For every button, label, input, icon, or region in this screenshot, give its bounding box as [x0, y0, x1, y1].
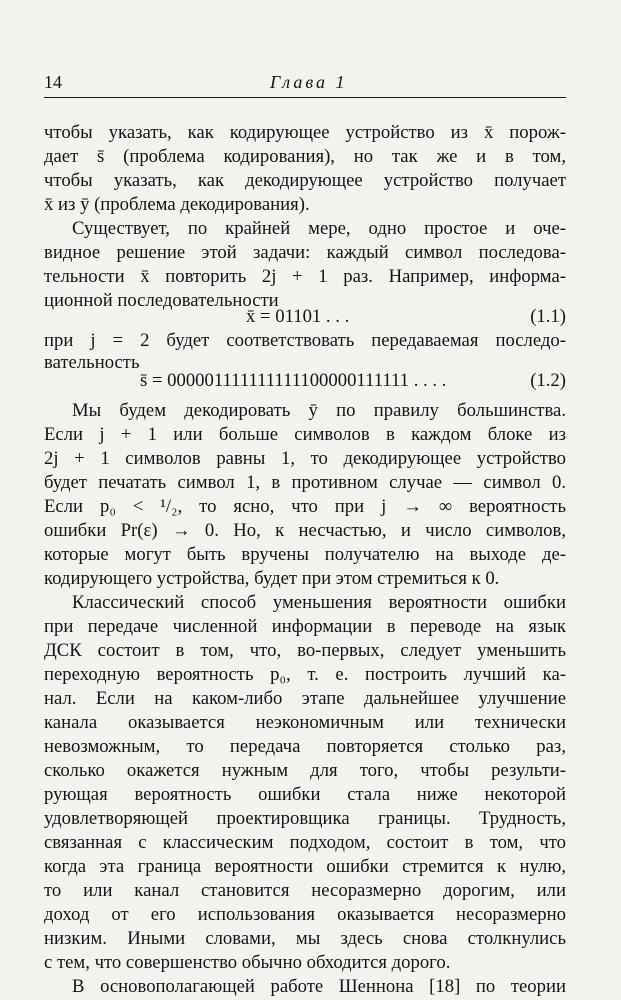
equation-1-1: x̄ = 01101 . . .	[246, 306, 350, 327]
text-line: дает s̄ (проблема кодирования), но так же и в том,	[44, 146, 566, 167]
text-line: чтобы указать, как декодирующее устройство получает	[44, 170, 566, 191]
text-line: невозможным, то передача повторяется столько раз,	[44, 736, 566, 757]
text-line: сколько окажется нужным для того, чтобы результи-	[44, 760, 566, 781]
text-line: с тем, что совершенство обычно обходится дорого.	[44, 952, 451, 973]
text-line: видное решение этой задачи: каждый символ последова-	[44, 242, 566, 263]
text-line: ошибки Pr(ε) → 0. Но, к несчастью, и число символов,	[44, 520, 566, 541]
page-header	[44, 72, 566, 96]
text-line: Классический способ уменьшения вероятности ошибки	[72, 592, 566, 613]
equation-number: (1.1)	[530, 306, 566, 327]
text-line: при j = 2 будет соответствовать передаваемая последо-	[44, 330, 566, 351]
text-line: Если p₀ < ¹/₂, то ясно, что при j → ∞ вероятность	[44, 496, 566, 517]
text-line: связанная с классическим подходом, состоит в том, что	[44, 832, 566, 853]
text-line: нал. Если на каком-либо этапе дальнейшее улучшение	[44, 688, 566, 709]
text-line: низким. Иными словами, мы здесь снова столкнулись	[44, 928, 566, 949]
equation-1-2: s̄ = 000001111111111100000111111 . . . .	[140, 370, 447, 391]
text-line: рующая вероятность ошибки стала ниже некоторой	[44, 784, 566, 805]
chapter-running-head: Глава 1	[270, 72, 348, 92]
text-line: Существует, по крайней мере, одно простое и оче-	[72, 218, 566, 239]
text-line: канала оказывается неэкономичным или технически	[44, 712, 566, 733]
text-line: чтобы указать, как кодирующее устройство из x̄ порож-	[44, 122, 566, 143]
text-line: В основополагающей работе Шеннона [18] по теории	[72, 976, 566, 997]
text-line: когда эта граница вероятности ошибки стремится к нулю,	[44, 856, 566, 877]
text-line: кодирующего устройства, будет при этом стремиться к 0.	[44, 568, 500, 589]
equation-number: (1.2)	[530, 370, 566, 391]
page-number: 14	[44, 72, 62, 92]
text-line: ДСК состоит в том, что, во-первых, следует уменьшить	[44, 640, 566, 661]
text-line: будет печатать символ 1, в противном случае — символ 0.	[44, 472, 566, 493]
text-line: доход от его использования оказывается несоразмерно	[44, 904, 566, 925]
text-line: переходную вероятность p₀, т. е. построить лучший ка-	[44, 664, 566, 685]
text-line: вательность	[44, 352, 140, 373]
text-line: Если j + 1 или больше символов в каждом блоке из	[44, 424, 566, 445]
text-line: Мы будем декодировать ȳ по правилу большинства.	[72, 400, 566, 421]
text-line: тельности x̄ повторить 2j + 1 раз. Например, информа-	[44, 266, 566, 287]
text-line: удовлетворяющей проектировщика границы. Трудность,	[44, 808, 566, 829]
text-line: x̄ из ȳ (проблема декодирования).	[44, 194, 310, 215]
text-line: ционной последовательности	[44, 290, 279, 311]
text-line: 2j + 1 символов равны 1, то декодирующее устройство	[44, 448, 566, 469]
text-line: при передаче численной информации в переводе на язык	[44, 616, 566, 637]
header-rule	[44, 97, 566, 98]
text-line: то или канал становится несоразмерно дорогим, или	[44, 880, 566, 901]
text-line: которые могут быть вручены получателю на выходе де-	[44, 544, 566, 565]
